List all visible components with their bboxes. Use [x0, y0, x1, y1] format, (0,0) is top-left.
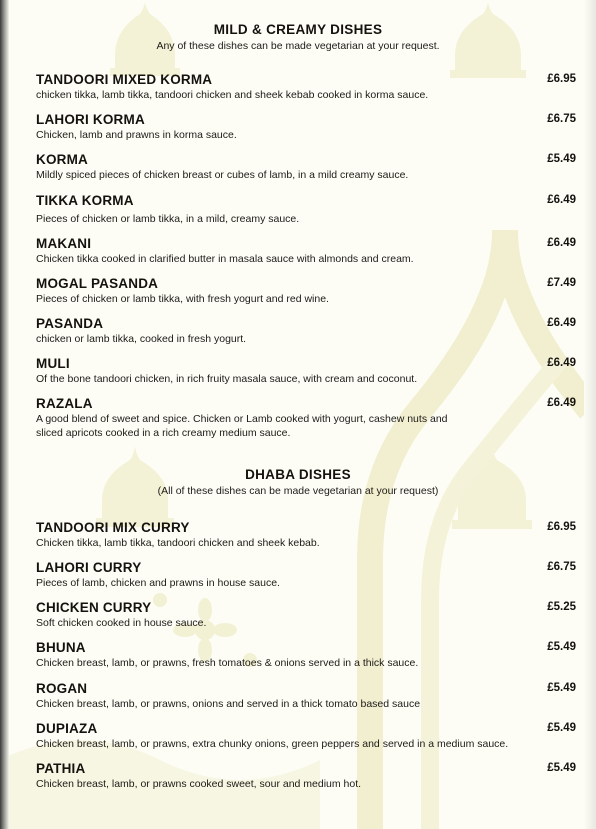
item-name: MULI [36, 356, 70, 371]
item-price: £5.49 [547, 153, 576, 165]
item-description: Pieces of chicken or lamb tikka, with fresh yogurt and red wine. [36, 293, 329, 305]
item-price: £6.49 [547, 357, 576, 369]
item-price: £5.49 [547, 682, 576, 694]
item-name: CHICKEN CURRY [36, 600, 152, 615]
item-price: £5.49 [547, 641, 576, 653]
item-name: ROGAN [36, 681, 88, 696]
item-description: Chicken tikka cooked in clarified butter in masala sauce with almonds and cream. [36, 253, 414, 265]
item-description: Pieces of lamb, chicken and prawns in house sauce. [36, 577, 280, 589]
item-name: BHUNA [36, 640, 86, 655]
item-description: Mildly spiced pieces of chicken breast or cubes of lamb, in a mild creamy sauce. [36, 169, 409, 181]
menu-item-razala [36, 396, 576, 440]
item-description: Of the bone tandoori chicken, in rich fruity masala sauce, with cream and coconut. [36, 373, 418, 385]
item-price: £6.95 [547, 73, 576, 85]
item-description: chicken or lamb tikka, cooked in fresh yogurt. [36, 333, 247, 345]
item-name: DUPIAZA [36, 721, 98, 736]
item-name: TANDOORI MIXED KORMA [36, 72, 213, 87]
item-name: PATHIA [36, 761, 86, 776]
item-price: £5.25 [547, 601, 576, 613]
menu-item-rogan [36, 681, 576, 711]
item-description: Chicken tikka, lamb tikka, tandoori chicken and sheek kebab. [36, 537, 320, 549]
item-name: MAKANI [36, 236, 92, 251]
item-description: Chicken breast, lamb, or prawns, extra chunky onions, green peppers and served in a medium sauce. [36, 738, 509, 750]
item-description: Chicken breast, lamb, or prawns cooked sweet, sour and medium hot. [36, 778, 362, 790]
item-description: A good blend of sweet and spice. Chicken or Lamb cooked with yogurt, cashew nuts and sliced apricots cooked in a rich creamy medium sauce. [36, 413, 448, 439]
item-name: TIKKA KORMA [36, 193, 134, 208]
item-price: £6.75 [547, 561, 576, 573]
menu-item-dupiaza [36, 721, 576, 751]
menu-item-muli [36, 356, 576, 386]
page-shadow-left [0, 0, 9, 829]
item-description: Soft chicken cooked in house sauce. [36, 617, 207, 629]
menu-item-tikka-korma [36, 193, 576, 226]
item-price: £6.49 [547, 237, 576, 249]
page-shadow-right [584, 0, 596, 829]
section-title-dhaba: DHABA DISHES [245, 467, 351, 482]
item-description: Chicken breast, lamb, or prawns, onions and served in a thick tomato based sauce [36, 698, 421, 710]
menu-item-pasanda [36, 316, 576, 346]
item-price: £6.49 [547, 194, 576, 206]
section-subtitle-dhaba: (All of these dishes can be made vegetarian at your request) [157, 485, 439, 497]
menu-item-lahori-curry [36, 560, 576, 590]
menu-item-lahori-korma [36, 112, 576, 142]
item-description: Chicken breast, lamb, or prawns, fresh tomatoes & onions served in a thick sauce. [36, 657, 419, 669]
item-description: chicken tikka, lamb tikka, tandoori chicken and sheek kebab cooked in korma sauce. [36, 89, 429, 101]
item-price: £6.75 [547, 113, 576, 125]
item-name: PASANDA [36, 316, 104, 331]
menu-item-korma [36, 152, 576, 182]
item-name: KORMA [36, 152, 88, 167]
item-price: £7.49 [547, 277, 576, 289]
menu-item-tandoori-mixed-korma [36, 72, 576, 102]
item-name: TANDOORI MIX CURRY [36, 520, 190, 535]
section-subtitle-mild-creamy: Any of these dishes can be made vegetarian at your request. [156, 40, 440, 52]
item-price: £6.49 [547, 397, 576, 409]
menu-item-mogal-pasanda [36, 276, 576, 306]
menu-item-chicken-curry [36, 600, 576, 630]
item-name: LAHORI CURRY [36, 560, 142, 575]
item-price: £5.49 [547, 762, 576, 774]
item-name: RAZALA [36, 396, 93, 411]
item-description: Chicken, lamb and prawns in korma sauce. [36, 129, 237, 141]
item-price: £5.49 [547, 722, 576, 734]
item-description: Pieces of chicken or lamb tikka, in a mild, creamy sauce. [36, 213, 300, 225]
menu-item-pathia [36, 761, 576, 791]
item-price: £6.49 [547, 317, 576, 329]
menu-item-bhuna [36, 640, 576, 670]
section-title-mild-creamy: MILD & CREAMY DISHES [213, 22, 383, 37]
item-price: £6.95 [547, 521, 576, 533]
item-name: MOGAL PASANDA [36, 276, 159, 291]
menu-item-makani [36, 236, 576, 266]
item-name: LAHORI KORMA [36, 112, 145, 127]
menu-item-tandoori-mix-curry [36, 520, 576, 550]
